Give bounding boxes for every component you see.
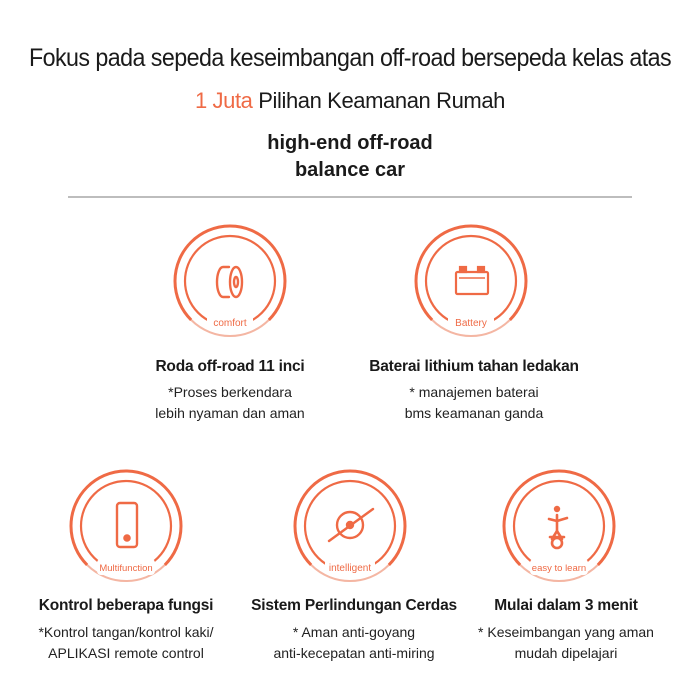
feature-desc-line: *Proses berkendara	[168, 384, 292, 400]
feature-desc	[354, 382, 594, 424]
rider-icon	[549, 506, 567, 548]
feature-desc-line: * Keseimbangan yang aman	[478, 624, 654, 640]
subline-rest: Pilihan Keamanan Rumah	[252, 88, 506, 113]
phone-remote-icon	[117, 503, 137, 547]
feature-desc-line: *Kontrol tangan/kontrol kaki/	[38, 624, 214, 640]
feature-desc-line: * manajemen baterai	[409, 384, 539, 400]
comfort-badge: comfort	[213, 318, 247, 329]
subline	[0, 88, 700, 114]
feature-title: Baterai lithium tahan ledakan	[369, 358, 579, 375]
no-speed-icon	[329, 509, 373, 541]
feature-desc-line: mudah dipelajari	[514, 645, 618, 661]
comfort-gauge	[165, 216, 295, 346]
feature-title: Mulai dalam 3 menit	[494, 597, 638, 614]
subline-accent: 1 Juta	[194, 88, 253, 113]
easy-to-learn-badge: easy to learn	[531, 563, 587, 574]
easy-to-learn-gauge	[494, 461, 624, 591]
multifunction-gauge	[61, 461, 191, 591]
battery-icon	[456, 267, 488, 294]
feature-desc-line: APLIKASI remote control	[48, 645, 204, 661]
product-title-line2: balance car	[294, 159, 406, 181]
intelligent-badge: intelligent	[328, 563, 372, 574]
feature-desc-line: anti-kecepatan anti-miring	[273, 645, 435, 661]
product-title-line1: high-end off-road	[267, 132, 433, 154]
feature-title: Roda off-road 11 inci	[155, 358, 305, 375]
feature-desc	[446, 622, 686, 664]
product-title	[0, 130, 700, 184]
feature-desc-line: * Aman anti-goyang	[292, 624, 416, 640]
headline: Fokus pada sepeda keseimbangan off-road bersepeda kelas atas	[28, 44, 672, 72]
feature-desc-line: lebih nyaman dan aman	[155, 405, 305, 421]
feature-desc	[110, 382, 350, 424]
battery-badge: Battery	[455, 318, 487, 329]
divider	[68, 196, 632, 198]
battery-gauge	[406, 216, 536, 346]
feature-desc	[6, 622, 246, 664]
feature-desc-line: bms keamanan ganda	[404, 405, 544, 421]
feature-title: Kontrol beberapa fungsi	[38, 597, 214, 614]
feature-title: Sistem Perlindungan Cerdas	[251, 597, 457, 614]
tire-icon	[217, 267, 242, 297]
feature-desc	[234, 622, 474, 664]
intelligent-gauge	[285, 461, 415, 591]
multifunction-badge: Multifunction	[99, 563, 153, 574]
